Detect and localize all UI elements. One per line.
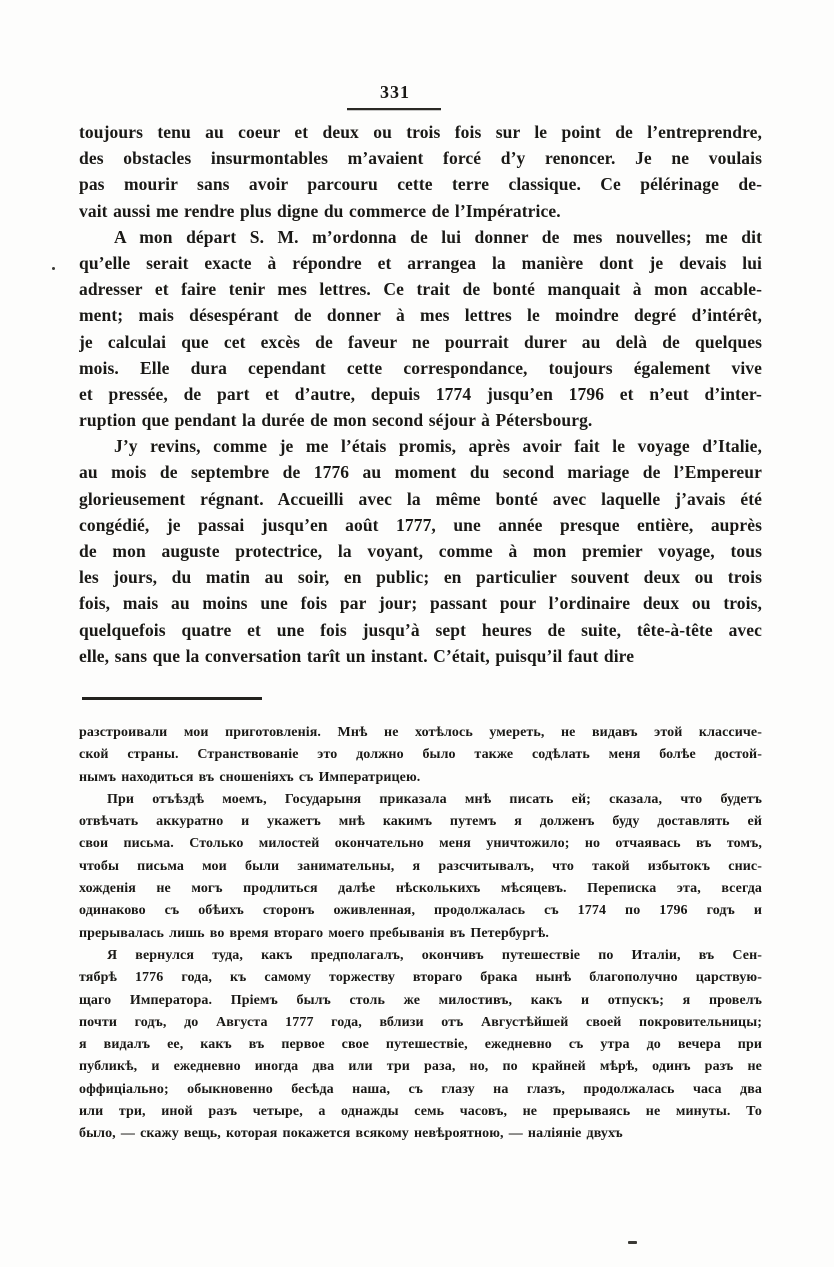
text-line: des obstacles insurmontables m’avaient forcé d’y renoncer. Je ne voulais <box>79 148 762 169</box>
text-line: ской страны. Странствованіе это должно было также содѣлать меня болѣе достой- <box>79 747 762 763</box>
text-line: fois, mais au moins une fois par jour; passant pour l’ordinaire deux ou trois, <box>79 593 762 614</box>
text-line: Я вернулся туда, какъ предполагалъ, окончивъ путешествіе по Италіи, въ Сен- <box>107 947 762 963</box>
text-line: au mois de septembre de 1776 au moment du second mariage de l’Empereur <box>79 462 762 483</box>
text-line: J’y revins, comme je me l’étais promis, après avoir fait le voyage d’Italie, <box>114 436 762 457</box>
text-line: прерывалась лишь во время втораго моего пребыванія въ Петербургѣ. <box>79 925 549 941</box>
text-line: ment; mais désespérant de donner à mes lettres le moindre degré d’intérêt, <box>79 305 762 326</box>
text-line: A mon départ S. M. m’ordonna de lui donner de mes nouvelles; me dit <box>114 226 762 247</box>
text-line: congédié, je passai jusqu’en août 1777, une année presque entière, auprès <box>79 514 762 535</box>
text-line: et pressée, de part et d’autre, depuis 1774 jusqu’en 1796 et n’eut d’inter- <box>79 383 762 404</box>
text-line: adresser et faire tenir mes lettres. Ce trait de bonté manquait à mon accable- <box>79 279 762 300</box>
text-line: тябрѣ 1776 года, къ самому торжеству втораго брака нынѣ благополучно царствую- <box>79 970 762 986</box>
text-line: glorieusement régnant. Accueilli avec la même bonté avec laquelle j’avais été <box>79 488 762 509</box>
text-line: свои письма. Столько милостей окончательно меня уничтожило; но отчаявась въ томъ, <box>79 836 762 852</box>
text-line: или три, иной разъ четыре, а однажды семь часовъ, не прерываясь не минуты. То <box>79 1104 762 1120</box>
text-line: je calculai que cet excès de faveur ne pourrait durer au delà de quelques <box>79 331 762 352</box>
ink-speck <box>52 267 55 270</box>
text-line: хожденія не могъ продлиться далѣе нѣсколькихъ мѣсяцевъ. Переписка эта, всегда <box>79 881 762 897</box>
text-line: чтобы письма мои были занимательны, я разсчитывалъ, что такой избытокъ снис- <box>79 858 762 874</box>
text-line: я видалъ ее, какъ въ первое свое путешествіе, ежедневно съ утра до вечера при <box>79 1037 762 1053</box>
text-line: публикѣ, и ежедневно иногда два или три раза, но, по крайней мѣрѣ, одинъ разъ не <box>79 1059 762 1075</box>
text-line: toujours tenu au coeur et deux ou trois fois sur le point de l’entreprendre, <box>79 122 762 142</box>
text-line: les jours, du matin au soir, en public; en particulier souvent deux ou trois <box>79 567 762 588</box>
page-number: 331 <box>380 82 410 102</box>
footnote-block <box>79 722 762 1146</box>
text-line: de mon auguste protectrice, la voyant, comme à mon premier voyage, tous <box>79 541 762 561</box>
text-line: отвѣчать аккуратно и укажетъ мнѣ какимъ путемъ я долженъ буду доставлять ей <box>79 814 762 830</box>
text-line: оффиціально; обыкновенно бесѣда наша, съ глазу на глазъ, продолжалась часа два <box>79 1081 762 1097</box>
text-line: При отъѣздѣ моемъ, Государыня приказала мнѣ писать ей; сказала, что будетъ <box>107 791 762 807</box>
text-line: vait aussi me rendre plus digne du commerce de l’Impératrice. <box>79 200 561 221</box>
text-line: разстроивали мои приготовленія. Мнѣ не хотѣлось умереть, не видавъ этой классиче- <box>79 725 762 740</box>
text-line: qu’elle serait exacte à répondre et arrangea la manière dont je devais lui <box>79 252 762 273</box>
text-line: ruption que pendant la durée de mon second séjour à Pétersbourg. <box>79 410 593 431</box>
text-line: quelquefois quatre et une fois jusqu’à sept heures de suite, tête-à-tête avec <box>79 619 762 640</box>
text-line: щаго Императора. Пріемъ былъ столь же милостивъ, какъ и отпускъ; я провелъ <box>79 992 762 1008</box>
main-text-block <box>79 119 762 669</box>
text-line: нымъ находиться въ сношеніяхъ съ Императрицею. <box>79 769 421 785</box>
text-line: mois. Elle dura cependant cette correspondance, toujours également vive <box>79 357 762 378</box>
ink-speck <box>628 1241 637 1244</box>
text-line: одинаково съ обѣихъ сторонъ оживленная, продолжалась съ 1774 по 1796 годъ и <box>79 903 762 919</box>
text-line: elle, sans que la conversation tarît un instant. C’était, puisqu’il faut dire <box>79 645 635 666</box>
text-line: было, — скажу вещь, которая покажется всякому невѣроятною, — наліяніе двухъ <box>79 1126 623 1142</box>
text-line: pas mourir sans avoir parcouru cette terre classique. Ce pélérinage de- <box>79 174 762 195</box>
page-number-rule <box>347 108 441 110</box>
footnote-separator-rule <box>82 697 262 700</box>
text-line: почти годъ, до Августа 1777 года, вблизи отъ Августѣйшей своей покровительницы; <box>79 1014 762 1030</box>
